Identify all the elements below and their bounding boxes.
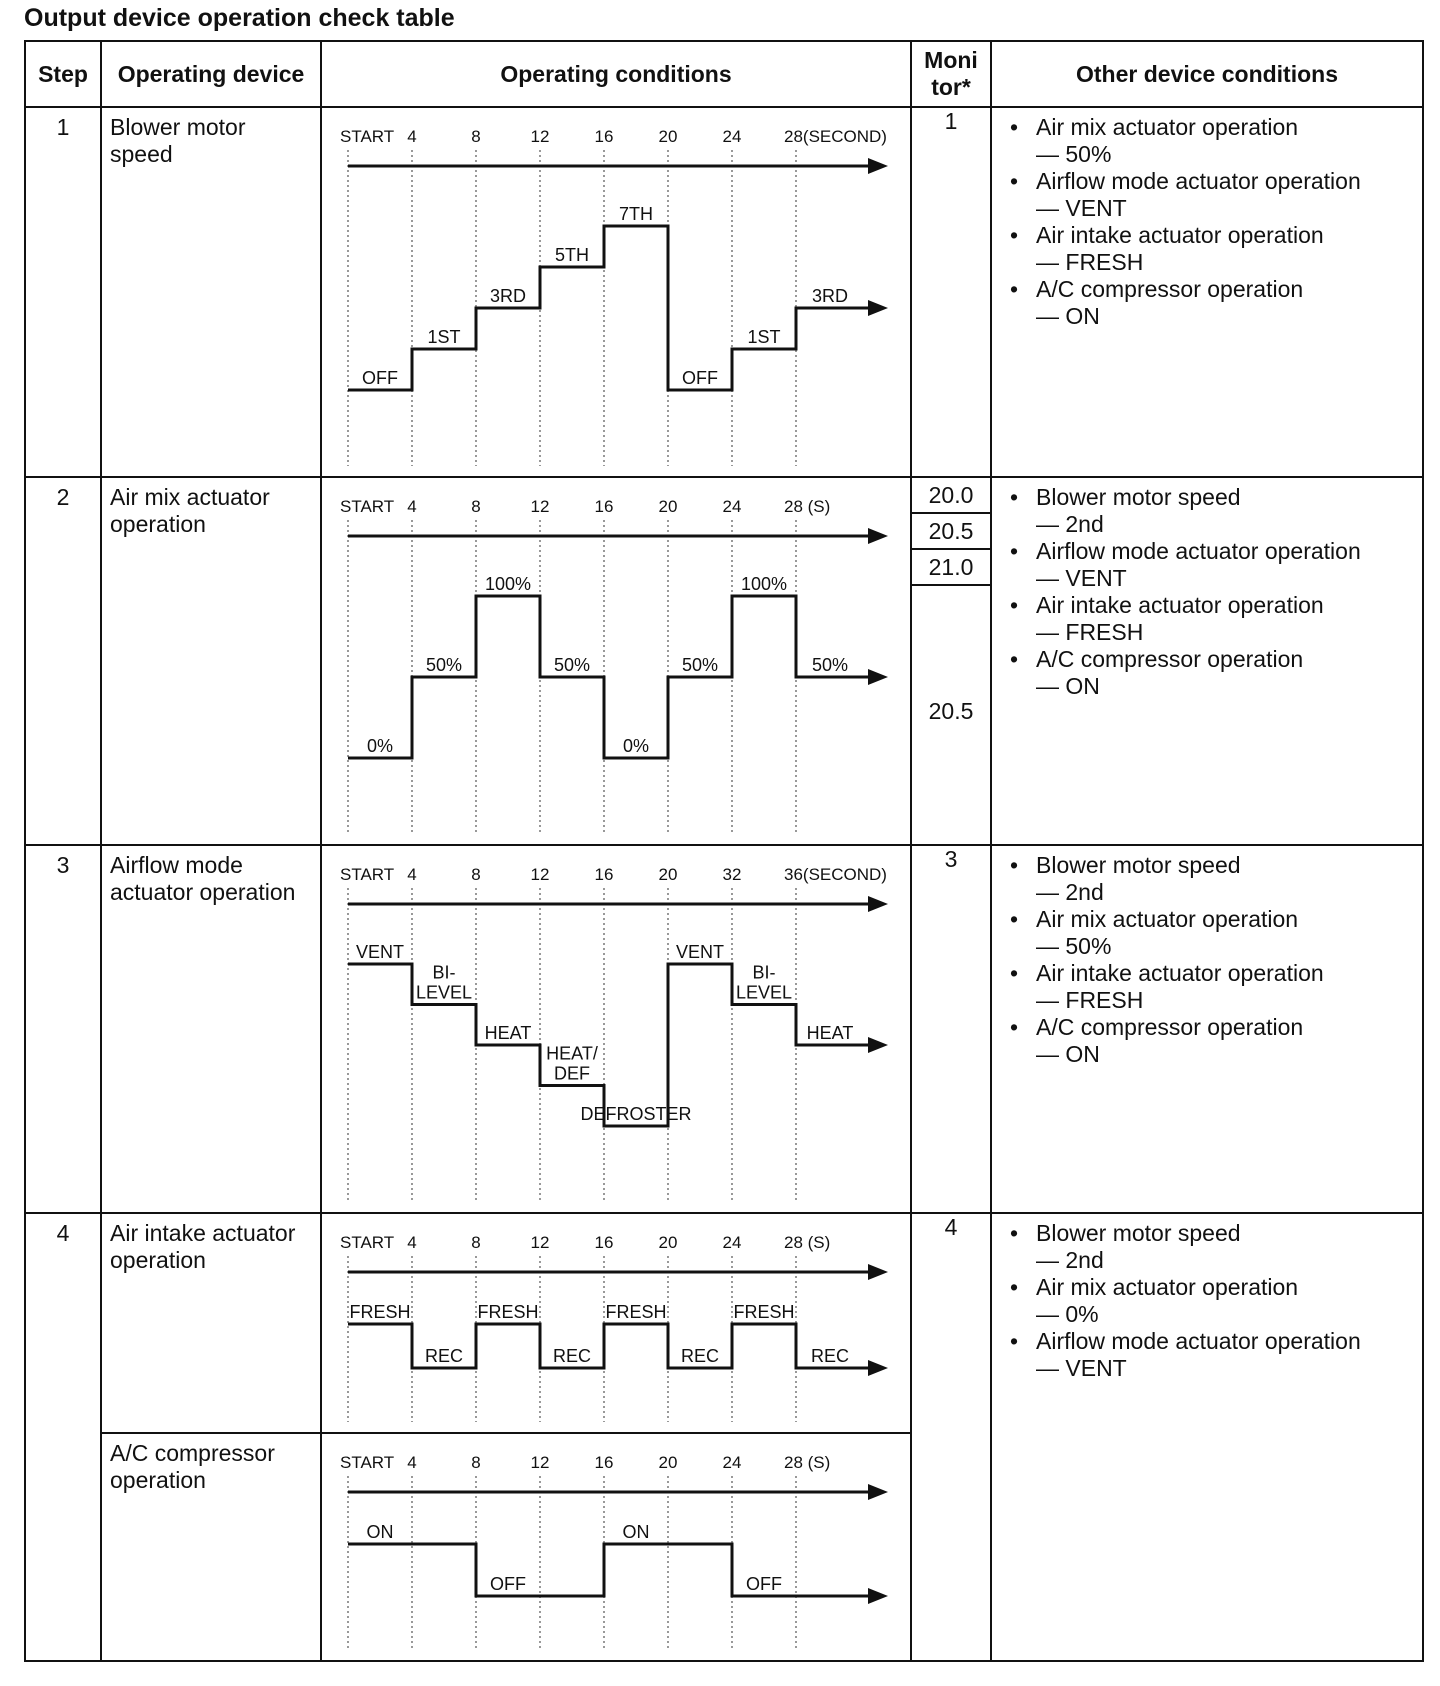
conditions-cell — [321, 845, 911, 1213]
arrow-head — [868, 1484, 888, 1500]
condition-item-value: — VENT — [1036, 1355, 1127, 1381]
tick-label: 16 — [594, 1453, 614, 1472]
condition-item — [1002, 1014, 1414, 1068]
other-conditions-list — [1002, 484, 1414, 700]
arrow-head — [868, 1360, 888, 1376]
level-label: FRESH — [605, 1302, 667, 1322]
level-label: VENT — [675, 942, 725, 962]
tick-label: 12 — [530, 1233, 550, 1252]
header-step: Step — [25, 41, 101, 107]
tick-label: START — [340, 865, 395, 884]
header-monitor-label: Moni tor* — [924, 47, 978, 100]
condition-item — [1002, 276, 1414, 330]
tick-label: 28 (S) — [784, 497, 831, 516]
tick-label: 20 — [658, 127, 678, 146]
timing-chart-air-intake — [322, 1214, 908, 1430]
tick-label: 28 (S) — [784, 1233, 831, 1252]
level-label: 3RD — [811, 286, 849, 306]
arrow-head — [868, 1264, 888, 1280]
tick-label: 16 — [594, 497, 614, 516]
header-conditions: Operating conditions — [321, 41, 911, 107]
tick-label: 16 — [594, 1233, 614, 1252]
level-label: HEAT/ DEF — [546, 1043, 598, 1084]
tick-label: 8 — [471, 1233, 481, 1252]
tick-label: 12 — [530, 1453, 550, 1472]
header-row — [25, 41, 1423, 107]
level-label: 50% — [553, 655, 591, 675]
arrow-head — [868, 669, 888, 685]
timing-chart-compressor — [322, 1434, 908, 1658]
device-cell: Air intake actuator operation — [101, 1213, 321, 1433]
condition-item-value: — ON — [1036, 1041, 1100, 1067]
condition-item-name: • Airflow mode actuator operation — [1036, 538, 1361, 564]
condition-item-value: — 2nd — [1036, 879, 1104, 905]
other-conditions-cell — [991, 107, 1423, 477]
tick-label: 4 — [407, 1453, 417, 1472]
condition-item — [1002, 484, 1414, 538]
condition-item-name: • Air mix actuator operation — [1036, 906, 1299, 932]
level-label: DEFROSTER — [580, 1104, 692, 1124]
tick-label: START — [340, 497, 395, 516]
other-conditions-cell — [991, 477, 1423, 845]
level-label: 50% — [811, 655, 849, 675]
condition-item-name: • Airflow mode actuator operation — [1036, 168, 1361, 194]
level-label: 3RD — [489, 286, 527, 306]
condition-item-value: — FRESH — [1036, 619, 1144, 645]
arrow-head — [868, 528, 888, 544]
tick-label: 24 — [722, 1453, 742, 1472]
level-label: 0% — [622, 736, 650, 756]
tick-label: 24 — [722, 127, 742, 146]
condition-item-name: • Air intake actuator operation — [1036, 592, 1324, 618]
level-label: OFF — [490, 1574, 526, 1594]
tick-label: 28(SECOND) — [784, 127, 887, 146]
monitor-cell: 4 — [911, 1213, 991, 1661]
step-cell: 2 — [25, 477, 101, 845]
table-row-2 — [25, 477, 1423, 845]
arrow-head — [868, 300, 888, 316]
level-label: OFF — [746, 1574, 782, 1594]
tick-label: 28 (S) — [784, 1453, 831, 1472]
condition-item-name: • A/C compressor operation — [1036, 1014, 1304, 1040]
condition-item-value: — 2nd — [1036, 511, 1104, 537]
tick-label: 4 — [407, 1233, 417, 1252]
condition-item-value: — 50% — [1036, 933, 1112, 959]
condition-item-value: — VENT — [1036, 565, 1127, 591]
tick-label: START — [340, 1233, 395, 1252]
condition-item — [1002, 1274, 1414, 1328]
tick-label: 36(SECOND) — [784, 865, 887, 884]
tick-label: 20 — [658, 865, 678, 884]
tick-label: 4 — [407, 127, 417, 146]
condition-item — [1002, 114, 1414, 168]
condition-item-name: • Blower motor speed — [1036, 1220, 1241, 1246]
monitor-value: 20.5 — [912, 514, 990, 550]
condition-item-value: — VENT — [1036, 195, 1127, 221]
conditions-cell — [321, 1433, 911, 1661]
page-title: Output device operation check table — [24, 4, 455, 32]
level-label: VENT — [355, 942, 405, 962]
condition-item-value: — FRESH — [1036, 249, 1144, 275]
waveform-line — [348, 1544, 868, 1596]
tick-label: 16 — [594, 127, 614, 146]
conditions-cell — [321, 107, 911, 477]
level-label: REC — [810, 1346, 850, 1366]
condition-item — [1002, 1220, 1414, 1274]
tick-label: 12 — [530, 865, 550, 884]
timing-chart-blower — [322, 108, 908, 474]
level-label: FRESH — [349, 1302, 411, 1322]
level-label: OFF — [682, 368, 718, 388]
tick-label: START — [340, 127, 395, 146]
condition-item-value: — ON — [1036, 303, 1100, 329]
conditions-cell — [321, 1213, 911, 1433]
level-label: FRESH — [477, 1302, 539, 1322]
level-label: HEAT — [806, 1023, 854, 1043]
tick-label: 8 — [471, 865, 481, 884]
tick-label: 24 — [722, 1233, 742, 1252]
other-conditions-cell — [991, 1213, 1423, 1661]
table-row-4 — [25, 1213, 1423, 1433]
condition-item — [1002, 1328, 1414, 1382]
table-row-1 — [25, 107, 1423, 477]
condition-item-value: — 2nd — [1036, 1247, 1104, 1273]
condition-item — [1002, 906, 1414, 960]
tick-label: 24 — [722, 497, 742, 516]
tick-label: 12 — [530, 497, 550, 516]
condition-item-name: • Blower motor speed — [1036, 852, 1241, 878]
step-cell: 3 — [25, 845, 101, 1213]
tick-label: 12 — [530, 127, 550, 146]
level-label: 1ST — [427, 327, 461, 347]
level-label: 5TH — [554, 245, 590, 265]
step-cell: 4 — [25, 1213, 101, 1661]
table-row-3 — [25, 845, 1423, 1213]
condition-item-value: — 50% — [1036, 141, 1112, 167]
device-cell: Airflow mode actuator operation — [101, 845, 321, 1213]
monitor-cell: 3 — [911, 845, 991, 1213]
tick-label: 4 — [407, 497, 417, 516]
other-conditions-list — [1002, 852, 1414, 1068]
level-label: REC — [552, 1346, 592, 1366]
level-label: ON — [366, 1522, 394, 1542]
waveform-line — [348, 596, 868, 758]
header-other: Other device conditions — [991, 41, 1423, 107]
timing-chart-air-mix — [322, 478, 908, 842]
level-label: FRESH — [733, 1302, 795, 1322]
arrow-head — [868, 1037, 888, 1053]
arrow-head — [868, 1588, 888, 1604]
tick-label: 8 — [471, 127, 481, 146]
condition-item — [1002, 646, 1414, 700]
monitor-value: 21.0 — [912, 550, 990, 586]
condition-item-name: • A/C compressor operation — [1036, 646, 1304, 672]
level-label: HEAT — [484, 1023, 532, 1043]
level-label: 0% — [366, 736, 394, 756]
condition-item — [1002, 592, 1414, 646]
device-cell: Air mix actuator operation — [101, 477, 321, 845]
level-label: REC — [424, 1346, 464, 1366]
condition-item-name: • Air mix actuator operation — [1036, 1274, 1299, 1300]
other-conditions-list — [1002, 114, 1414, 330]
condition-item — [1002, 222, 1414, 276]
level-label: ON — [622, 1522, 650, 1542]
header-device: Operating device — [101, 41, 321, 107]
operation-check-table — [24, 40, 1424, 1662]
conditions-cell — [321, 477, 911, 845]
condition-item — [1002, 960, 1414, 1014]
level-label: 7TH — [618, 204, 654, 224]
tick-label: 20 — [658, 1453, 678, 1472]
level-label: 50% — [681, 655, 719, 675]
level-label: 1ST — [747, 327, 781, 347]
monitor-value: 20.0 — [912, 478, 990, 514]
level-label: 50% — [425, 655, 463, 675]
condition-item-name: • Air mix actuator operation — [1036, 114, 1299, 140]
level-label: REC — [680, 1346, 720, 1366]
level-label: BI-LEVEL — [735, 962, 793, 1003]
tick-label: 4 — [407, 865, 417, 884]
level-label: 100% — [740, 574, 788, 594]
arrow-head — [868, 896, 888, 912]
condition-item-name: • Blower motor speed — [1036, 484, 1241, 510]
step-cell: 1 — [25, 107, 101, 477]
tick-label: 16 — [594, 865, 614, 884]
condition-item-value: — FRESH — [1036, 987, 1144, 1013]
condition-item-name: • Air intake actuator operation — [1036, 222, 1324, 248]
level-label: 100% — [484, 574, 532, 594]
condition-item-value: — ON — [1036, 673, 1100, 699]
other-conditions-list — [1002, 1220, 1414, 1382]
tick-label: 8 — [471, 1453, 481, 1472]
monitor-cell: 1 — [911, 107, 991, 477]
condition-item-name: • Airflow mode actuator operation — [1036, 1328, 1361, 1354]
tick-label: 20 — [658, 497, 678, 516]
tick-label: 20 — [658, 1233, 678, 1252]
level-label: OFF — [362, 368, 398, 388]
condition-item-name: • Air intake actuator operation — [1036, 960, 1324, 986]
timing-chart-airflow — [322, 846, 908, 1210]
condition-item — [1002, 538, 1414, 592]
tick-label: START — [340, 1453, 395, 1472]
level-label: BI-LEVEL — [415, 962, 473, 1003]
condition-item-value: — 0% — [1036, 1301, 1099, 1327]
waveform-line — [348, 226, 868, 390]
arrow-head — [868, 158, 888, 174]
device-cell: A/C compressor operation — [101, 1433, 321, 1661]
other-conditions-cell — [991, 845, 1423, 1213]
monitor-cell — [911, 477, 991, 845]
condition-item — [1002, 852, 1414, 906]
monitor-value: 20.5 — [928, 698, 974, 724]
tick-label: 8 — [471, 497, 481, 516]
header-monitor — [911, 41, 991, 107]
device-cell: Blower motor speed — [101, 107, 321, 477]
condition-item-name: • A/C compressor operation — [1036, 276, 1304, 302]
condition-item — [1002, 168, 1414, 222]
tick-label: 32 — [722, 865, 742, 884]
